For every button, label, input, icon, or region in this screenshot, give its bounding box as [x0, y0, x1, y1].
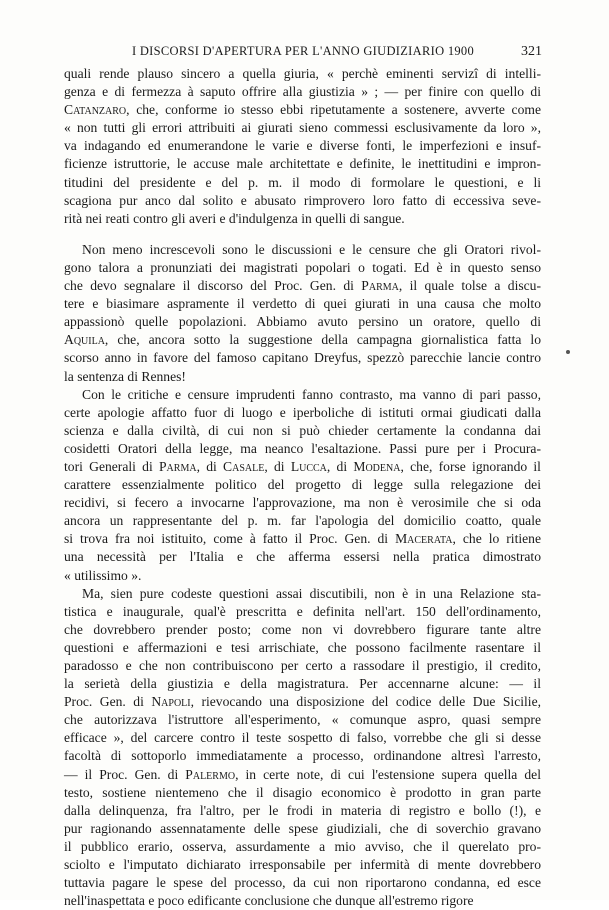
text-run: va indagando ed enumerandone le varie e diverse fonti, le imperfezioni e insuf- [64, 138, 541, 154]
text-run: che devo segnalare il discorso del Proc. Gen. di [64, 278, 362, 294]
place-name: Napoli [151, 694, 191, 710]
place-name: Macerata [395, 531, 453, 547]
text-line [64, 621, 541, 639]
body-text [64, 65, 541, 910]
text-line [64, 440, 541, 458]
text-line [64, 693, 541, 711]
text-line [64, 766, 541, 784]
text-line [64, 368, 541, 386]
text-run: tori Generali di [64, 458, 159, 474]
text-run: testo, sostiene nientemeno che il disagio economico è prodotto in gran parte [64, 784, 541, 800]
text-run: dalla delinquenza, fra l'altro, per le frodi in materia di registro e bollo (!), e [64, 802, 541, 818]
text-run: , di [196, 458, 224, 474]
text-run: che autorizzava l'istruttore all'esperimento, « comunque aspro, quasi sempre [64, 712, 541, 728]
text-run: la serietà della giustizia e della magistratura. Per accennarne alcune: — il [64, 676, 541, 692]
place-name: Lucca [290, 458, 327, 474]
text-line [64, 747, 541, 765]
text-run: Ma, sien pure codeste questioni assai discutibili, non è in una Relazione sta- [82, 585, 541, 601]
text-line [64, 530, 541, 548]
text-line [64, 675, 541, 693]
text-run: ancora un rappresentante del p. m. far l'apologia del domicilio coatto, quale [64, 513, 541, 529]
text-line [64, 567, 541, 585]
text-line [64, 192, 541, 210]
text-line [64, 476, 541, 494]
paragraph-gap [64, 228, 541, 241]
text-run: , che, conforme io stesso ebbi ripetutamente a sostenere, avverte come [126, 102, 541, 118]
text-run: appassionò quelle popolazioni. Abbiamo avuto persino un oratore, quello di [64, 314, 541, 330]
text-line [64, 892, 541, 910]
text-run: certe apologie affatto fuor di luogo e iperboliche di istituti ormai giudicati dalla [64, 404, 541, 420]
text-line [64, 512, 541, 530]
place-name: Catanzaro [64, 102, 127, 118]
text-line [64, 802, 541, 820]
text-run: , il quale tolse a discu- [398, 278, 541, 294]
text-run: Non meno increscevoli sono le discussioni e le censure che gli Oratori rivol- [82, 241, 541, 257]
text-run: Con le critiche e censure imprudenti fanno contrasto, ma vanno di pari passo, [82, 386, 541, 402]
text-line [64, 585, 541, 603]
text-run: quali rende plauso sincero a quella giuria, « perchè eminenti servizî di intelli- [64, 66, 541, 81]
text-line [64, 210, 541, 228]
text-run: una necessità per l'Italia e che afferma essersi nella pratica dimostrato [64, 549, 541, 565]
text-run: , di [326, 458, 354, 474]
paragraph [64, 241, 541, 386]
paragraph [64, 585, 541, 910]
text-line [64, 386, 541, 404]
text-line [64, 838, 541, 856]
text-line [64, 820, 541, 838]
text-run: , che, forse ignorando il [400, 458, 541, 474]
text-line [64, 259, 541, 277]
text-run: « utilissimo ». [64, 567, 142, 583]
text-line [64, 331, 541, 349]
text-line [64, 603, 541, 621]
text-line [64, 174, 541, 192]
text-run: , rievocando una disposizione del codice delle Due Sicilie, [190, 694, 541, 710]
text-run: la sentenza di Rennes! [64, 368, 186, 384]
text-run: « non tutti gli errori attribuiti ai giurati sieno commessi esclusivamente da loro », [64, 120, 541, 136]
text-run: scienza e dalla civiltà, di cui non si può chieder certamente la condanna dai [64, 422, 541, 438]
text-run: questioni e affermazioni e tesi arrischiate, che possono facilmente rasentare il [64, 639, 541, 655]
text-line [64, 119, 541, 137]
text-run: facoltà di sottoporlo immediatamente a processo, ordinandone altresì l'arresto, [64, 748, 541, 764]
text-line [64, 404, 541, 422]
page-number: 321 [521, 44, 542, 59]
text-line [64, 349, 541, 367]
text-run: efficace », del carcere contro il teste sospetto di falso, vorrebbe che gli si desse [64, 730, 541, 746]
text-run: , di [264, 458, 291, 474]
place-name: Palermo [185, 766, 236, 782]
text-run: sciolto e l'imputato dichiarato irresponsabile per infermità di mente dovrebbero [64, 857, 541, 873]
text-line [64, 711, 541, 729]
text-run: nell'inaspettata e poco edificante conclusione che dunque all'estremo rigore [64, 893, 474, 909]
text-run: gono talora a pronunziati dei magistrati popolari o togati. Ed è in questo senso [64, 259, 541, 275]
text-line [64, 83, 541, 101]
text-line [64, 548, 541, 566]
text-run: Proc. Gen. di [64, 694, 152, 710]
text-run: tere e biasimare aspramente il verdetto di quei giurati in una causa che molto [64, 296, 541, 312]
text-run: , che, ancora sotto la suggestione della campagna giornalistica fatta lo [104, 332, 541, 348]
text-line [64, 458, 541, 476]
text-run: scagiona pur anco dal solito e abusato rimprovero loro fatto di eccessiva seve- [64, 192, 541, 208]
text-run: recidivi, si fecero a invocarne l'approvazione, ma non è verosimile che si oda [64, 495, 541, 511]
text-run: si trova fra noi istituito, come à fatto il Proc. Gen. di [64, 531, 396, 547]
paragraph [64, 386, 541, 585]
running-head [64, 44, 542, 64]
text-line [64, 856, 541, 874]
place-name: Casale [223, 458, 265, 474]
text-run: , che lo ritiene [452, 531, 541, 547]
text-run: paradosso e che non contribuiscono per certo a rassodare il prestigio, il credito, [64, 658, 541, 673]
place-name: Modena [353, 458, 401, 474]
text-run: — il Proc. Gen. di [64, 766, 186, 782]
text-run: il pubblico erario, osserva, assurdamente a mio avviso, che il querelato pro- [64, 838, 541, 854]
text-line [64, 241, 541, 259]
text-line [64, 313, 541, 331]
text-run: pur ragionando assennatamente delle spese giudiziali, che di soverchio gravano [64, 820, 541, 836]
place-name: Parma [361, 278, 399, 294]
text-line [64, 422, 541, 440]
text-line [64, 494, 541, 512]
text-run: ficienze istruttorie, le accuse male architettate e definite, le inettitudini e impron- [64, 156, 541, 172]
text-run: carattere essenzialmente politico del progetto di legge sulla relegazione dei [64, 477, 541, 493]
text-run: tuttavia pagare le spese del processo, da cui non riportarono condanna, ed esce [64, 875, 541, 891]
text-run: rità nei reati contro gli averi e d'indulgenza in quelli di sangue. [64, 210, 405, 226]
text-run: tistica e inaugurale, qual'è prescritta e definita nell'art. 150 dell'ordinamento, [64, 603, 541, 619]
text-line [64, 639, 541, 657]
margin-mark [566, 350, 570, 354]
text-line [64, 874, 541, 892]
place-name: Parma [159, 458, 197, 474]
text-line [64, 137, 541, 155]
text-line [64, 729, 541, 747]
text-line [64, 101, 541, 119]
running-title: I DISCORSI D'APERTURA PER L'ANNO GIUDIZIARIO 1900 [131, 44, 475, 58]
text-run: cosidetti Oratori della legge, ma neanco l'esaltazione. Passi pure per i Procura- [64, 440, 541, 456]
paragraph [64, 65, 541, 228]
text-line [64, 155, 541, 173]
text-run: titudini del presidente e del p. m. il modo di formolare le questioni, e li [64, 174, 541, 190]
text-line [64, 277, 541, 295]
text-run: che dovrebbero prender posto; come non vi dovrebbero figurare tante altre [64, 621, 541, 637]
text-line [64, 65, 541, 83]
text-run: scorso anno in favore del famoso capitano Dreyfus, spezzò parecchie lancie contro [64, 350, 541, 366]
text-run: genza e di fermezza à saputo offrire alla giustizia » ; — per finire con quello di [64, 84, 541, 100]
text-run: , in certe note, di cui l'estensione supera quella del [235, 766, 541, 782]
text-line [64, 784, 541, 802]
place-name: Aquila [64, 332, 105, 348]
text-line [64, 657, 541, 675]
text-line [64, 295, 541, 313]
